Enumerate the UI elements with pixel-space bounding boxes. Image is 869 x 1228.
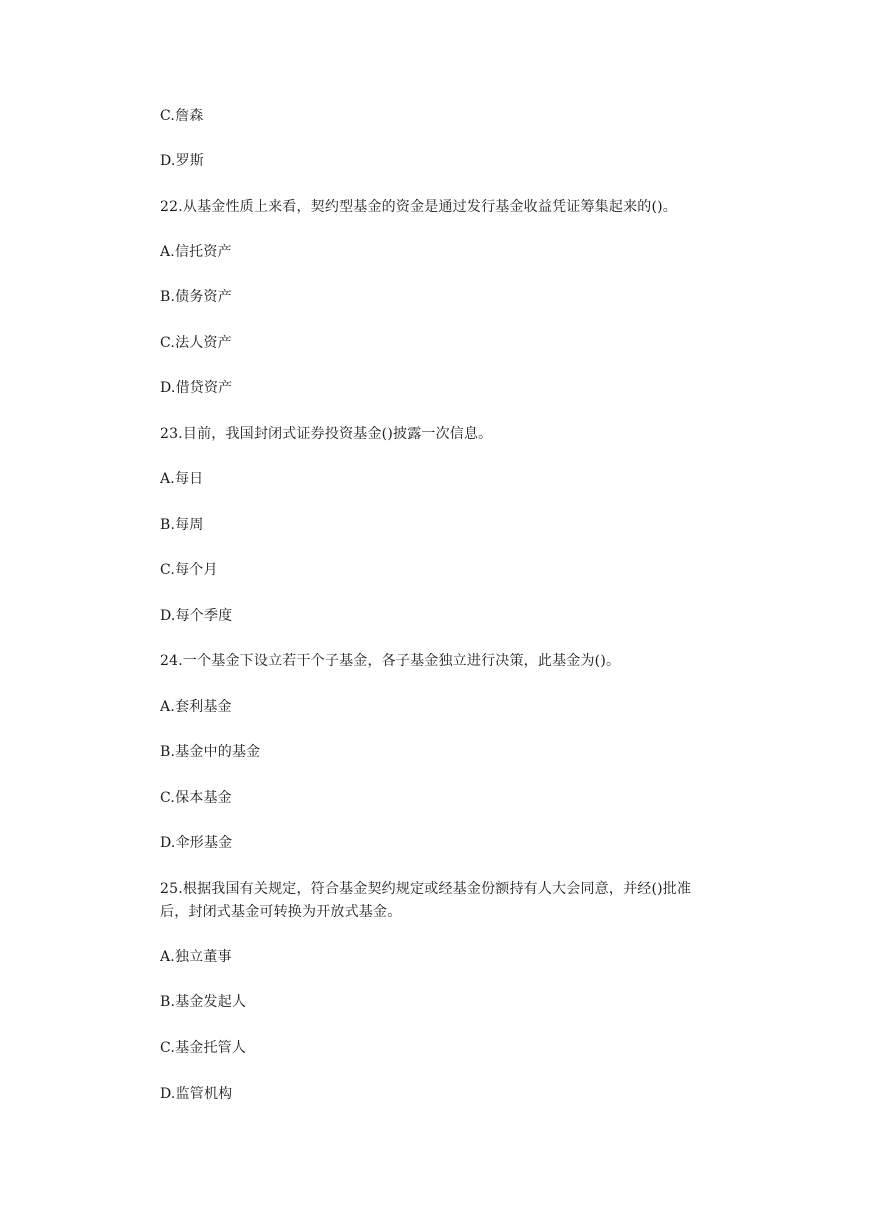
option-c: C.每个月 — [160, 562, 218, 578]
option-d: D.伞形基金 — [160, 835, 233, 851]
option-b: B.基金发起人 — [160, 994, 247, 1010]
option-d: D.监管机构 — [160, 1086, 233, 1102]
option-a: A.套利基金 — [160, 699, 232, 715]
option-d: D.罗斯 — [160, 153, 204, 169]
option-d: D.每个季度 — [160, 608, 233, 624]
option-a: A.独立董事 — [160, 949, 232, 965]
option-c: C.詹森 — [160, 108, 204, 124]
option-c: C.法人资产 — [160, 335, 232, 351]
option-c: C.保本基金 — [160, 790, 232, 806]
question-stem: 22.从基金性质上来看，契约型基金的资金是通过发行基金收益凭证筹集起来的()。 — [160, 199, 677, 215]
question-stem-line-2: 后，封闭式基金可转换为开放式基金。 — [160, 904, 402, 920]
option-d: D.借贷资产 — [160, 380, 233, 396]
option-c: C.基金托管人 — [160, 1040, 247, 1056]
question-stem-line-1: 25.根据我国有关规定，符合基金契约规定或经基金份额持有人大会同意，并经()批准 — [160, 881, 692, 897]
option-a: A.每日 — [160, 471, 204, 487]
question-stem: 24.一个基金下设立若干个子基金，各子基金独立进行决策，此基金为()。 — [160, 653, 621, 669]
question-stem: 23.目前，我国封闭式证券投资基金()披露一次信息。 — [160, 426, 493, 442]
option-b: B.每周 — [160, 517, 204, 533]
option-b: B.债务资产 — [160, 289, 232, 305]
option-a: A.信托资产 — [160, 244, 232, 260]
option-b: B.基金中的基金 — [160, 744, 261, 760]
